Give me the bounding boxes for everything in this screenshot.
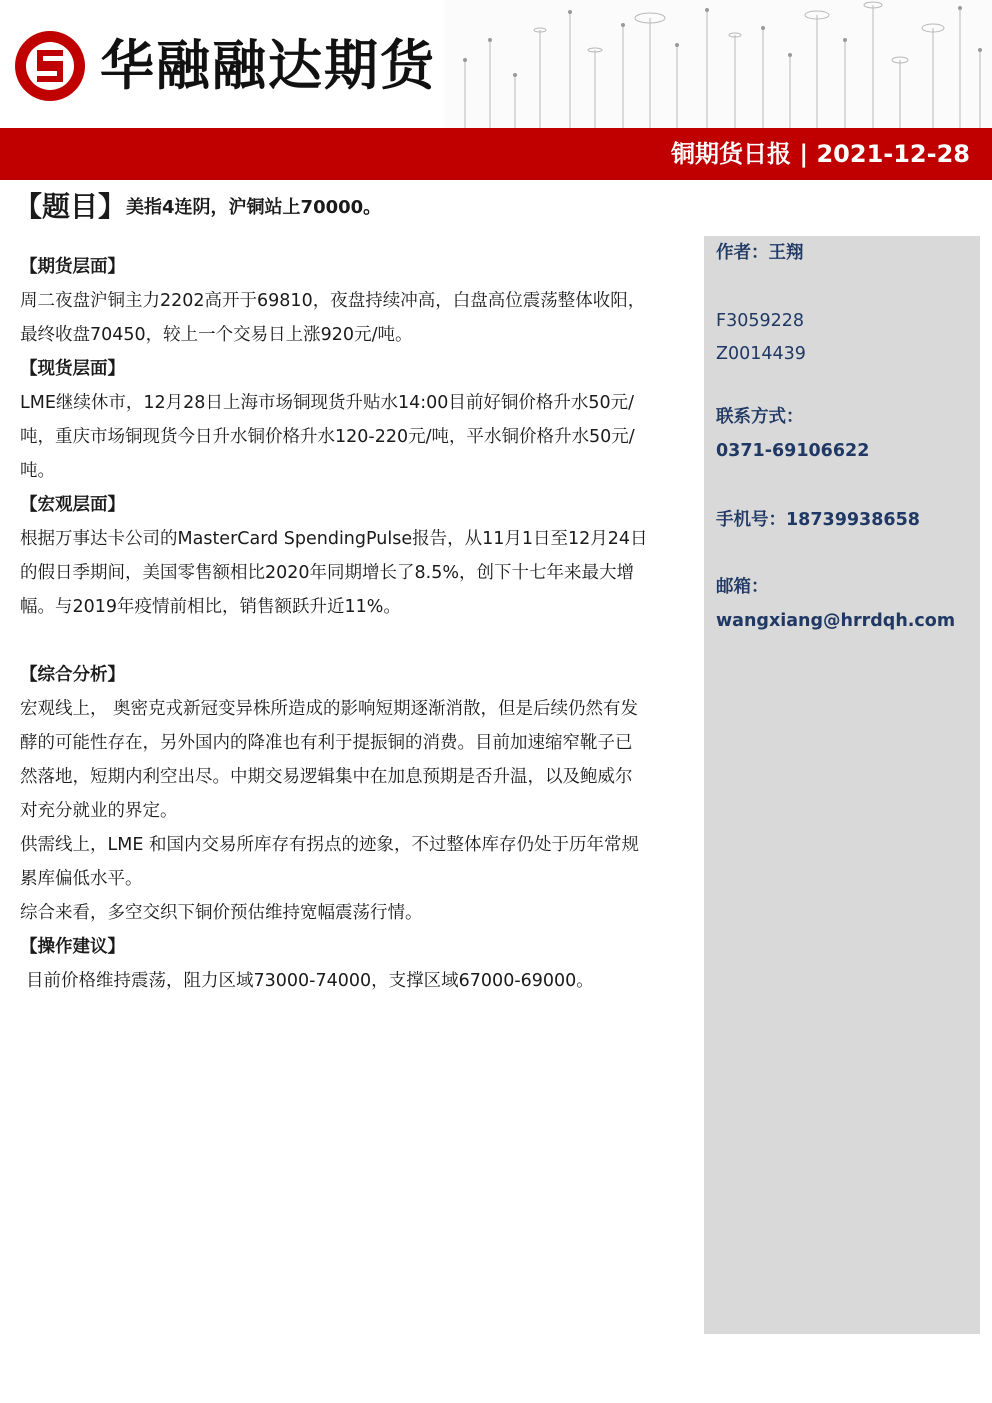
- section-heading-macro: 【宏观层面】: [20, 495, 125, 515]
- decorative-lines-graphic: [445, 0, 992, 128]
- paragraph-line: 累库偏低水平。: [20, 869, 143, 889]
- email-label: 邮箱：: [716, 577, 769, 597]
- author-sidebar: [704, 236, 980, 1334]
- mobile-number: 手机号：18739938658: [716, 510, 920, 530]
- hrrd-logo-icon: [12, 28, 88, 104]
- report-header: [0, 0, 992, 180]
- author-name: 作者：王翔: [716, 243, 804, 263]
- section-heading-futures: 【期货层面】: [20, 257, 125, 277]
- paragraph-line: 吨，重庆市场铜现货今日升水铜价格升水120-220元/吨，平水铜价格升水50元/: [20, 427, 635, 447]
- report-title-band: [0, 128, 992, 180]
- report-body: [20, 250, 688, 998]
- section-heading-spot: 【现货层面】: [20, 359, 125, 379]
- paragraph-line: 幅。与2019年疫情前相比，销售额跃升近11%。: [20, 597, 401, 617]
- paragraph-line: 然落地，短期内利空出尽。中期交易逻辑集中在加息预期是否升温，以及鲍威尔: [20, 767, 633, 787]
- company-name: 华融融达期货: [100, 33, 436, 97]
- paragraph-line: 周二夜盘沪铜主力2202高开于69810，夜盘持续冲高，白盘高位震荡整体收阳，: [20, 291, 646, 311]
- paragraph-line: LME继续休市，12月28日上海市场铜现货升贴水14:00目前好铜价格升水50元/: [20, 393, 635, 413]
- report-title: 铜期货日报 | 2021-12-28: [671, 140, 970, 168]
- license-number-z: Z0014439: [716, 344, 806, 364]
- paragraph-line: 根据万事达卡公司的MasterCard SpendingPulse报告，从11月1日至12月24日: [20, 529, 648, 549]
- paragraph-line: 目前价格维持震荡，阻力区域73000-74000，支撑区域67000-69000。: [26, 971, 594, 991]
- license-number-f: F3059228: [716, 311, 805, 331]
- paragraph-line: 宏观线上， 奥密克戎新冠变异株所造成的影响短期逐渐消散，但是后续仍然有发: [20, 699, 639, 719]
- paragraph-line: 吨。: [20, 461, 55, 481]
- paragraph-line: 最终收盘70450，较上一个交易日上涨920元/吨。: [20, 325, 413, 345]
- paragraph-line: 供需线上，LME 和国内交易所库存有拐点的迹象，不过整体库存仍处于历年常规: [20, 835, 639, 855]
- report-topic: [14, 190, 381, 225]
- contact-phone: 0371-69106622: [716, 441, 870, 461]
- email-address: wangxiang@hrrdqh.com: [716, 611, 956, 631]
- contact-label: 联系方式：: [716, 407, 804, 427]
- paragraph-line: 对充分就业的界定。: [20, 801, 178, 821]
- section-heading-advice: 【操作建议】: [20, 937, 125, 957]
- section-heading-analysis: 【综合分析】: [20, 665, 125, 685]
- paragraph-line: 酵的可能性存在，另外国内的降准也有利于提振铜的消费。目前加速缩窄靴子已: [20, 733, 633, 753]
- topic-label: 【题目】: [14, 190, 127, 223]
- topic-text: 美指4连阴，沪铜站上70000。: [126, 197, 382, 218]
- paragraph-line: 综合来看，多空交织下铜价预估维持宽幅震荡行情。: [20, 903, 423, 923]
- paragraph-line: 的假日季期间，美国零售额相比2020年同期增长了8.5%，创下十七年来最大增: [20, 563, 634, 583]
